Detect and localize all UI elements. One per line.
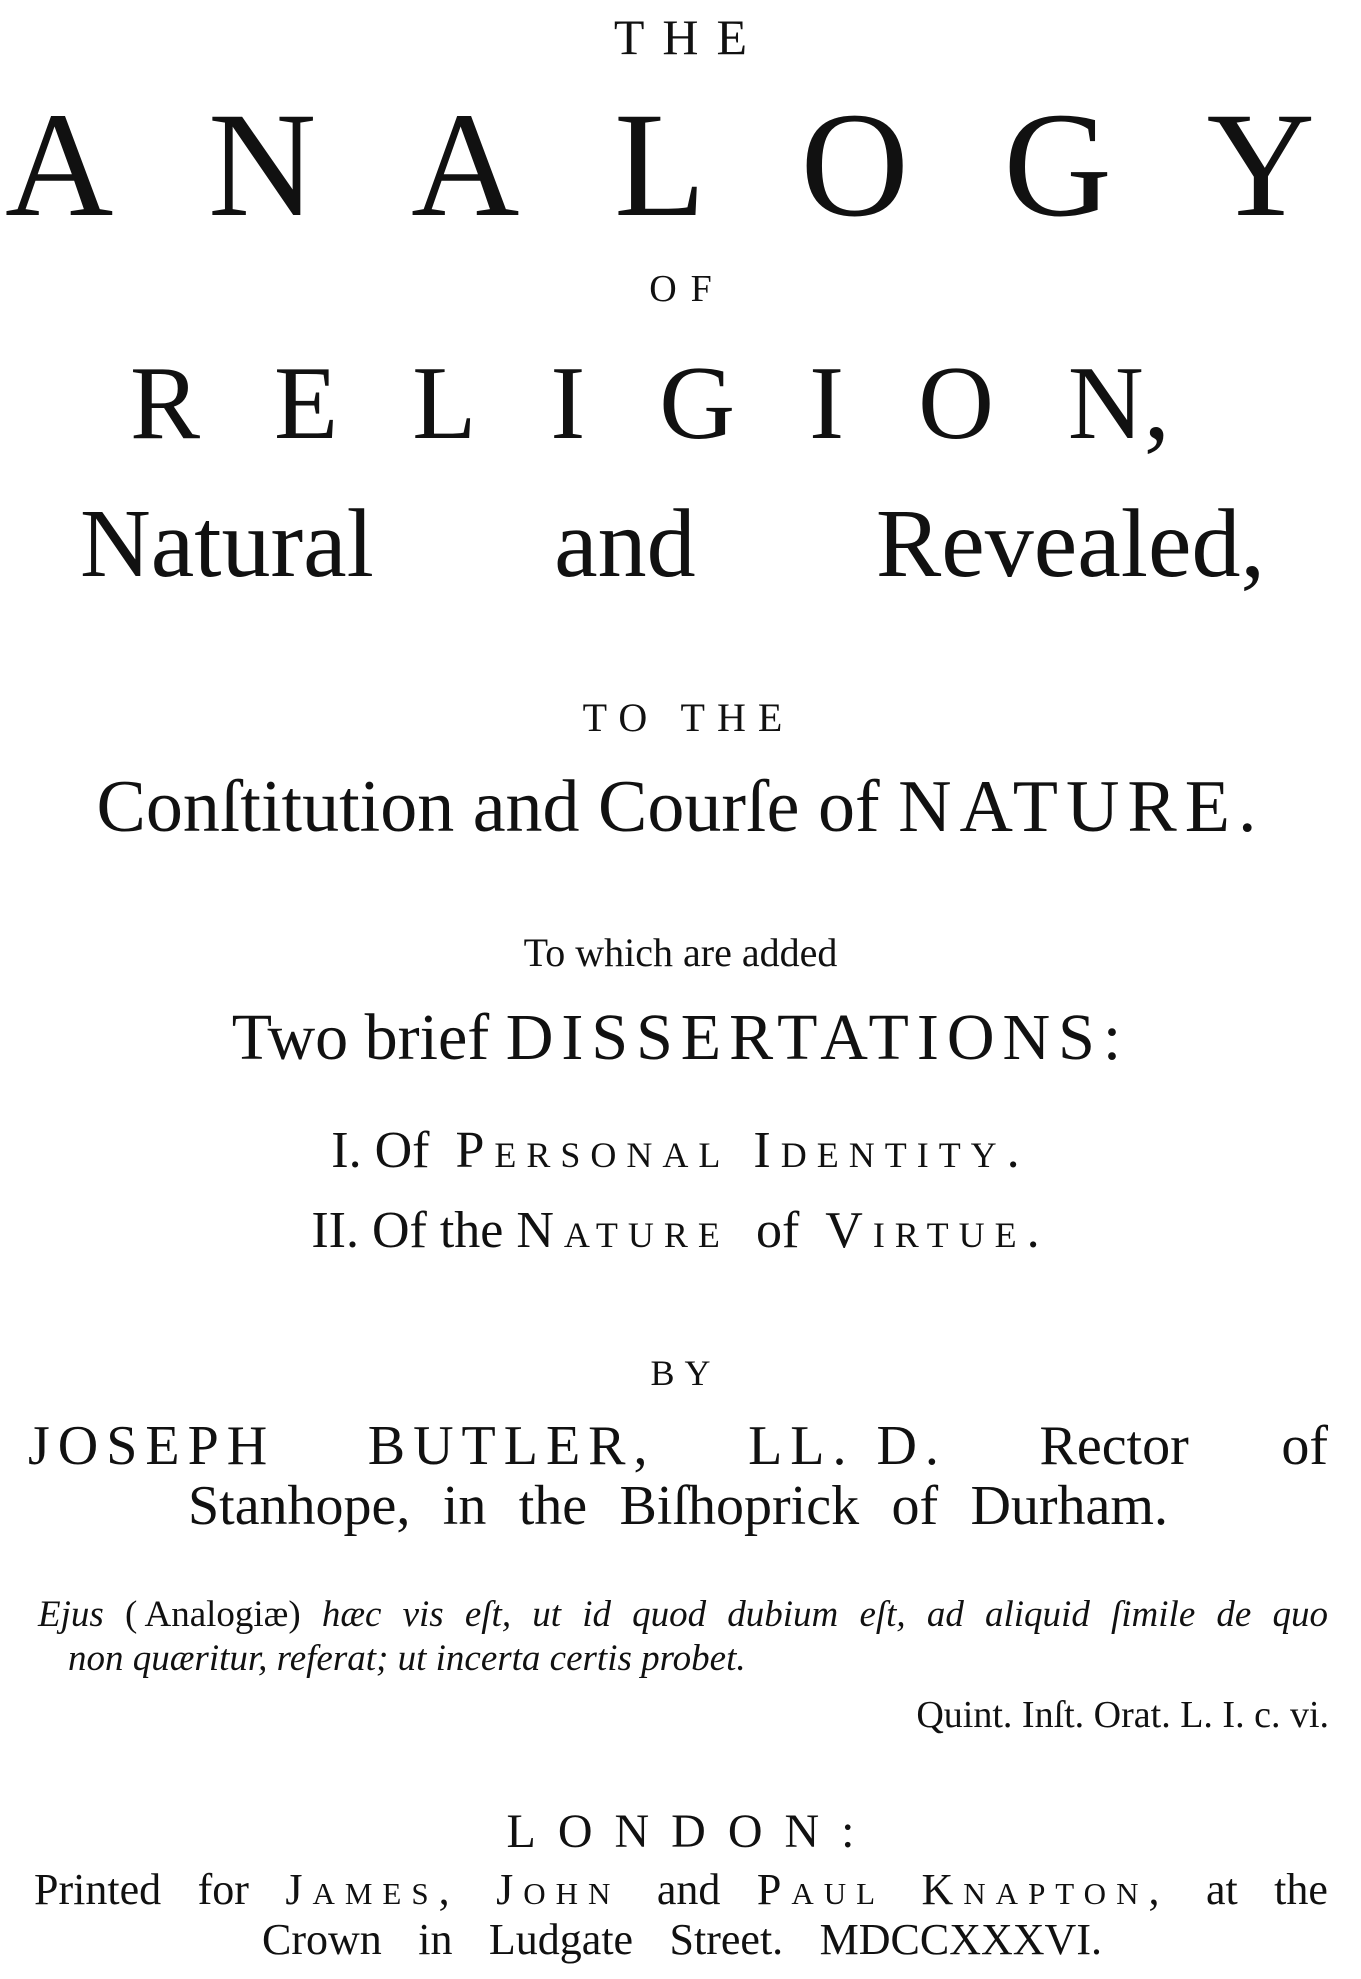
motto-word: quod — [632, 1594, 707, 1635]
author-word: the — [518, 1475, 588, 1537]
imprint-word: Crown — [262, 1915, 382, 1964]
dissertation-one-title: Personal Identity. — [455, 1122, 1030, 1179]
analogy-letter: G — [1003, 82, 1112, 248]
author-word: in — [442, 1475, 487, 1537]
religion-letter: L — [412, 344, 477, 461]
heading-of: OF — [649, 268, 726, 310]
motto-word: ad — [926, 1594, 964, 1635]
dissertation-two-nature: Nature — [516, 1202, 730, 1259]
heading-religion — [130, 344, 1170, 461]
imprint-word: in — [418, 1915, 453, 1964]
dissertations-heading: DISSERTATIONS: — [505, 1001, 1130, 1074]
motto-word: aliquid — [984, 1594, 1090, 1635]
subtitle-natural-revealed — [80, 490, 1265, 598]
religion-letter: O — [918, 344, 994, 461]
analogy-letter: A — [411, 82, 520, 248]
imprint-word: Street. — [669, 1915, 784, 1964]
imprint-word: the — [1274, 1865, 1328, 1914]
motto-word: vis — [402, 1594, 444, 1635]
religion-letter: I — [550, 344, 586, 461]
motto-line-2: non quæritur, referat; ut incerta certis probet. — [68, 1638, 746, 1679]
imprint-word: and — [656, 1865, 721, 1914]
by-line: BY — [650, 1353, 721, 1393]
motto-source: Quint. Inſt. Orat. L. I. c. vi. — [916, 1694, 1329, 1736]
author-word: of — [891, 1475, 939, 1537]
imprint-line-2 — [262, 1915, 1102, 1964]
subtitle-word: and — [554, 490, 696, 598]
motto-word: ſimile — [1110, 1594, 1196, 1635]
two-brief-text: Two brief — [231, 1001, 490, 1074]
religion-letter: N, — [1067, 344, 1170, 461]
motto-word: de — [1216, 1594, 1252, 1635]
subtitle-word: Revealed, — [875, 490, 1265, 598]
motto-word: quo — [1272, 1594, 1328, 1635]
subtitle-word: Natural — [80, 490, 374, 598]
analogy-letter: L — [614, 82, 706, 248]
analogy-letter: A — [5, 82, 114, 248]
heading-the: THE — [613, 9, 766, 65]
dissertation-two — [0, 1202, 1361, 1259]
imprint-word: Printed — [34, 1865, 162, 1914]
author-word: Stanhope, — [188, 1475, 411, 1537]
analogy-letter: N — [208, 82, 317, 248]
imprint-word: for — [197, 1865, 249, 1914]
analogy-letter: Y — [1206, 82, 1315, 248]
author-word: of — [1281, 1415, 1328, 1477]
author-word: Rector — [1039, 1415, 1189, 1477]
imprint-line-1 — [34, 1865, 1328, 1914]
author-word: JOSEPH — [28, 1415, 276, 1477]
imprint-word: James, — [285, 1865, 460, 1914]
religion-letter: I — [809, 344, 845, 461]
motto-word: eſt, — [464, 1594, 512, 1635]
heading-analogy — [5, 82, 1315, 248]
motto-word: Ejus — [38, 1594, 104, 1635]
imprint-word: Ludgate — [488, 1915, 634, 1964]
to-the-text: TO THE — [582, 695, 795, 740]
imprint-word: John — [496, 1865, 621, 1914]
religion-letter: E — [274, 344, 339, 461]
motto-word: id — [582, 1594, 611, 1635]
imprint-city: LONDON: — [506, 1805, 877, 1858]
motto-word: ( Analogiæ) — [124, 1594, 301, 1635]
author-line-1 — [28, 1415, 1328, 1477]
motto-line-1 — [38, 1596, 1328, 1633]
imprint-date: MDCCXXXVI. — [819, 1915, 1102, 1964]
imprint-word: Knapton, — [921, 1865, 1170, 1914]
author-line-2 — [188, 1475, 1168, 1537]
author-word: Biſhoprick — [619, 1475, 860, 1537]
dissertation-two-of: of — [755, 1202, 800, 1259]
to-the-line — [0, 682, 1361, 754]
author-word: LL. D. — [748, 1415, 947, 1477]
author-word: Durham. — [970, 1475, 1168, 1537]
motto-word: hæc — [321, 1594, 382, 1635]
author-word: BUTLER, — [367, 1415, 656, 1477]
dissertation-one-prefix: I. Of — [331, 1122, 430, 1179]
religion-letter: R — [130, 344, 201, 461]
motto-word: dubium — [727, 1594, 839, 1635]
religion-letter: G — [659, 344, 736, 461]
imprint-word: at — [1205, 1865, 1238, 1914]
constitution-lead: Conſtitution and Courſe of — [96, 766, 880, 848]
constitution-line — [0, 766, 1361, 848]
motto-word: eſt, — [859, 1594, 906, 1635]
dissertation-two-virtue: Virtue. — [825, 1202, 1050, 1259]
analogy-letter: O — [800, 82, 909, 248]
motto-word: ut — [532, 1594, 562, 1635]
dissertation-one — [0, 1122, 1361, 1179]
imprint-word: Paul — [756, 1865, 886, 1914]
to-which-added: To which are added — [523, 930, 838, 975]
dissertation-two-prefix: II. Of the — [311, 1202, 504, 1259]
two-brief-line — [0, 1001, 1361, 1074]
constitution-nature: NATURE. — [898, 766, 1265, 848]
